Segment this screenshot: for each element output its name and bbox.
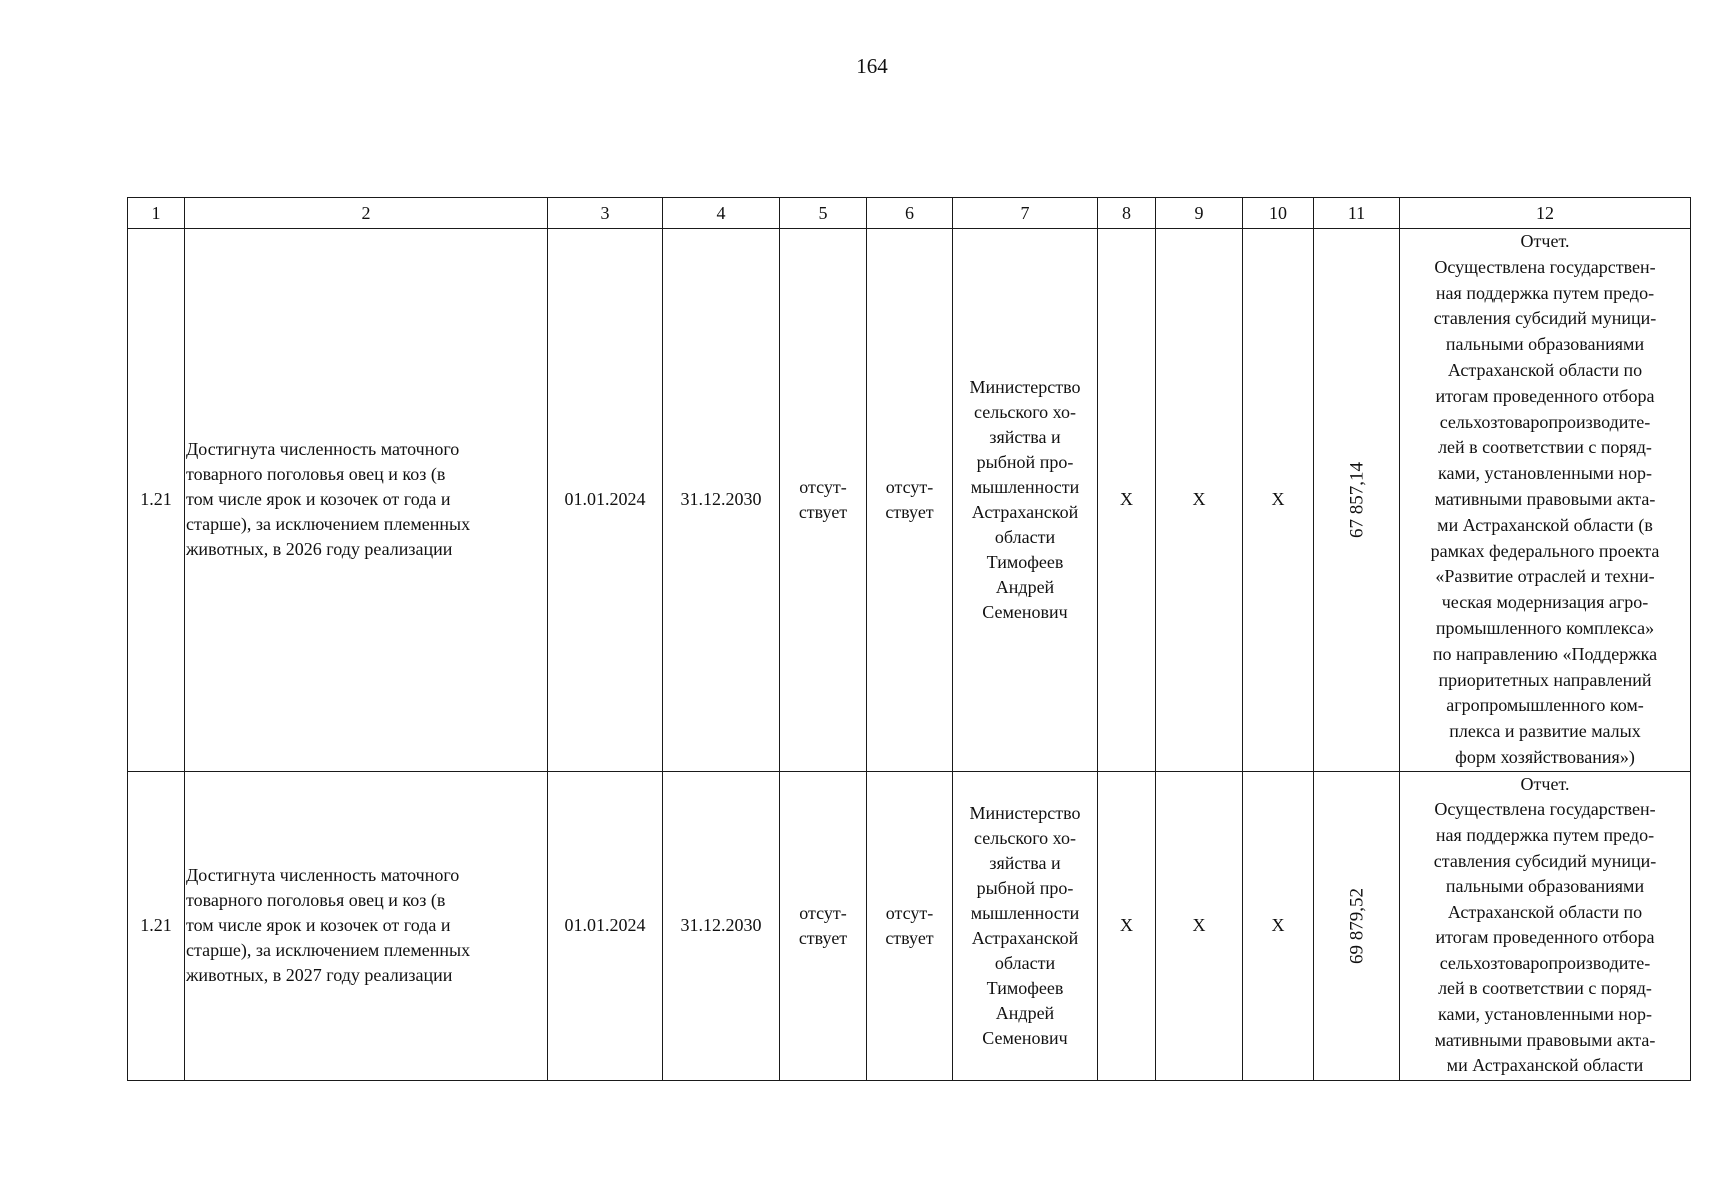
column-header-9: 9: [1156, 198, 1243, 229]
amount-cell: [1314, 229, 1400, 772]
column-header-7: 7: [953, 198, 1098, 229]
column-header-8: 8: [1098, 198, 1156, 229]
end-date: 31.12.2030: [663, 771, 780, 1080]
column-5-value: отсут- ствует: [780, 229, 867, 772]
column-header-5: 5: [780, 198, 867, 229]
indicator-description: Достигнута численность маточного товарного поголовья овец и коз (в том числе ярок и козочек от года и старше), за исключением племенных животных, в 2026 году реализации: [185, 229, 548, 772]
amount-cell: [1314, 771, 1400, 1080]
column-header-6: 6: [867, 198, 953, 229]
responsible-executor: Министерство сельского хо- зяйства и рыбной про- мышленности Астраханской области Тимофеев Андрей Семенович: [953, 771, 1098, 1080]
end-date: 31.12.2030: [663, 229, 780, 772]
indicator-description: Достигнута численность маточного товарного поголовья овец и коз (в том числе ярок и козочек от года и старше), за исключением племенных животных, в 2027 году реализации: [185, 771, 548, 1080]
column-6-value: отсут- ствует: [867, 229, 953, 772]
page-number: 164: [856, 54, 888, 78]
column-8-value: X: [1098, 771, 1156, 1080]
row-number: 1.21: [128, 771, 185, 1080]
column-9-value: X: [1156, 229, 1243, 772]
start-date: 01.01.2024: [548, 771, 663, 1080]
header-row: [128, 198, 1691, 229]
column-header-10: 10: [1243, 198, 1314, 229]
column-9-value: X: [1156, 771, 1243, 1080]
column-header-11: 11: [1314, 198, 1400, 229]
funding-amount: 67 857,14: [1346, 461, 1367, 538]
column-5-value: отсут- ствует: [780, 771, 867, 1080]
funding-amount: 69 879,52: [1346, 887, 1367, 964]
column-header-1: 1: [128, 198, 185, 229]
column-header-3: 3: [548, 198, 663, 229]
column-6-value: отсут- ствует: [867, 771, 953, 1080]
table-row: [128, 229, 1691, 772]
column-10-value: X: [1243, 771, 1314, 1080]
row-number: 1.21: [128, 229, 185, 772]
responsible-executor: Министерство сельского хо- зяйства и рыбной про- мышленности Астраханской области Тимофеев Андрей Семенович: [953, 229, 1098, 772]
column-header-4: 4: [663, 198, 780, 229]
report-table: [127, 197, 1691, 1081]
column-10-value: X: [1243, 229, 1314, 772]
table-row: [128, 771, 1691, 1080]
report-text: Отчет. Осуществлена государствен- ная поддержка путем предо- ставления субсидий муници- пальными образованиями Астраханской области по итогам проведенного отбора сельхозтоваропроизводите- лей в соответствии с поряд- ками, установленными нор- мативными правовыми акта- ми Астраханской области (в рамках федерального проекта «Развитие отраслей и техни- ческая модернизация агро- промышленного комплекса» по направлению «Поддержка приоритетных направлений агропромышленного ком- плекса и развитие малых форм хозяйствования»): [1400, 229, 1691, 772]
report-text: Отчет. Осуществлена государствен- ная поддержка путем предо- ставления субсидий муници- пальными образованиями Астраханской области по итогам проведенного отбора сельхозтоваропроизводите- лей в соответствии с поряд- ками, установленными нор- мативными правовыми акта- ми Астраханской области: [1400, 771, 1691, 1080]
column-8-value: X: [1098, 229, 1156, 772]
column-header-12: 12: [1400, 198, 1691, 229]
start-date: 01.01.2024: [548, 229, 663, 772]
column-header-2: 2: [185, 198, 548, 229]
